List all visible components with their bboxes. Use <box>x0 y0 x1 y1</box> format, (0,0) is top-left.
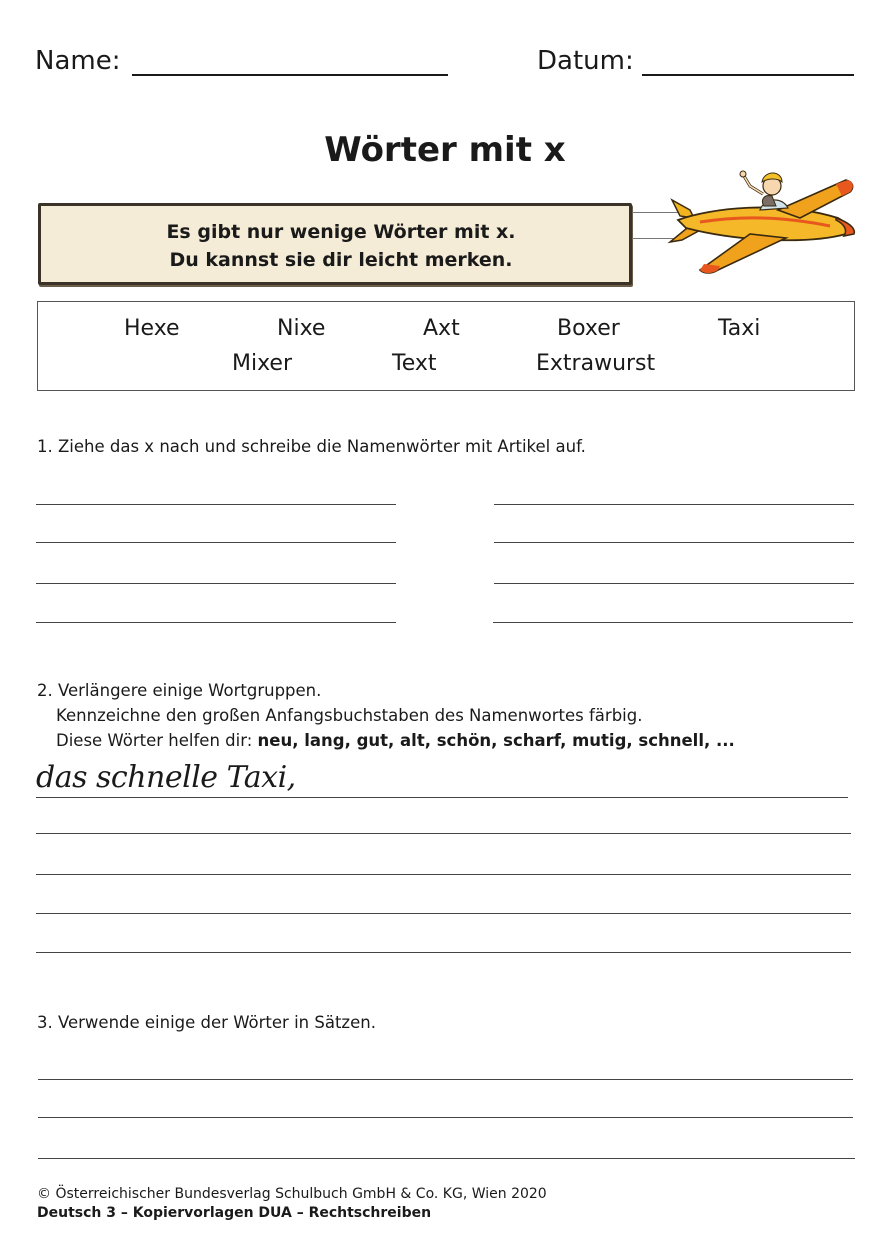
name-input-line[interactable] <box>132 74 448 76</box>
word-extrawurst: Extrawurst <box>536 351 656 376</box>
task-2-line[interactable] <box>36 874 851 875</box>
task-3-instruction: 3. Verwende einige der Wörter in Sätzen. <box>37 1013 376 1032</box>
task-2-line[interactable] <box>36 833 851 834</box>
word-box <box>37 301 855 391</box>
task-1-line[interactable] <box>494 542 854 543</box>
task-2-line-1: 2. Verlängere einige Wortgruppen. <box>37 681 322 700</box>
task-1-line[interactable] <box>36 504 396 505</box>
name-label: Name: <box>35 46 121 76</box>
task-1-line[interactable] <box>494 583 854 584</box>
task-2-line[interactable] <box>36 913 851 914</box>
date-label: Datum: <box>537 46 634 76</box>
task-1-instruction: 1. Ziehe das x nach und schreibe die Namenwörter mit Artikel auf. <box>37 437 586 456</box>
task-3-line[interactable] <box>38 1117 853 1118</box>
airplane-with-pilot-icon <box>660 160 860 280</box>
word-text: Text <box>392 351 437 376</box>
task-2-line[interactable] <box>36 797 848 798</box>
task-3-line[interactable] <box>38 1158 855 1159</box>
info-banner <box>38 203 632 285</box>
task-1-line[interactable] <box>36 542 396 543</box>
task-2-hint-words: neu, lang, gut, alt, schön, scharf, mutig, schnell, ... <box>257 731 735 750</box>
word-nixe: Nixe <box>277 316 326 341</box>
task-2-hint-prefix: Diese Wörter helfen dir: <box>56 731 258 750</box>
footer-series: Deutsch 3 – Kopiervorlagen DUA – Rechtschreiben <box>37 1205 432 1221</box>
word-mixer: Mixer <box>232 351 293 376</box>
footer-copyright: © Österreichischer Bundesverlag Schulbuch GmbH & Co. KG, Wien 2020 <box>37 1186 547 1202</box>
task-2-line[interactable] <box>36 952 851 953</box>
task-1-line[interactable] <box>493 622 853 623</box>
task-2-line-3 <box>37 728 735 753</box>
word-hexe: Hexe <box>124 316 180 341</box>
date-input-line[interactable] <box>642 74 854 76</box>
task-2-example-answer: das schnelle Taxi, <box>36 760 296 795</box>
banner-line-1: Es gibt nur wenige Wörter mit x. <box>166 221 516 243</box>
word-boxer: Boxer <box>557 316 620 341</box>
banner-line-2: Du kannst sie dir leicht merken. <box>169 249 513 271</box>
task-2-instruction <box>37 678 735 753</box>
word-axt: Axt <box>423 316 460 341</box>
word-taxi: Taxi <box>718 316 761 341</box>
task-1-line[interactable] <box>36 583 396 584</box>
task-1-line[interactable] <box>36 622 396 623</box>
page-title: Wörter mit x <box>324 130 566 170</box>
task-3-line[interactable] <box>38 1079 853 1080</box>
task-1-line[interactable] <box>494 504 854 505</box>
task-2-line-2: Kennzeichne den großen Anfangsbuchstaben des Namenwortes färbig. <box>56 706 643 725</box>
